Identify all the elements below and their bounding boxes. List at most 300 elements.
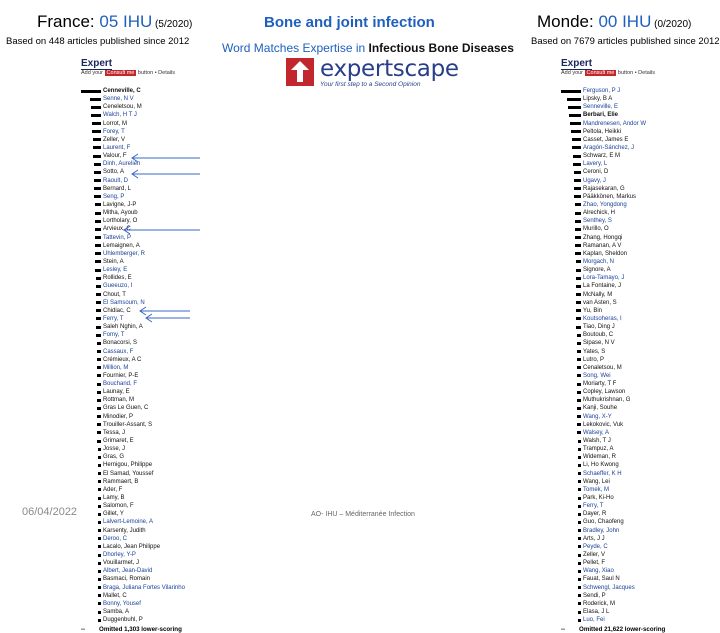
- expert-name[interactable]: Ferry, T: [583, 503, 604, 510]
- expert-name[interactable]: Park, Ki-Ho: [583, 495, 614, 502]
- expert-row[interactable]: [81, 185, 217, 193]
- expert-name[interactable]: Lora-Tamayo, J: [583, 275, 625, 282]
- expert-row[interactable]: [81, 559, 217, 567]
- expertise-bar: [98, 521, 101, 524]
- expert-row[interactable]: [81, 217, 217, 225]
- expert-name[interactable]: Fomy, T: [103, 332, 125, 339]
- expert-name[interactable]: Sipase, N V: [583, 340, 615, 347]
- expert-row[interactable]: [561, 95, 697, 103]
- expert-row[interactable]: [561, 144, 697, 152]
- expert-name[interactable]: Vouillarmet, J: [103, 560, 140, 567]
- expert-name[interactable]: Mandrenesen, Andor W: [583, 120, 647, 127]
- expert-row[interactable]: [81, 95, 217, 103]
- expert-row[interactable]: [561, 348, 697, 356]
- expert-row[interactable]: [81, 543, 217, 551]
- expert-name[interactable]: Senneville, E: [583, 104, 619, 111]
- expert-name[interactable]: Chout, T: [103, 291, 126, 298]
- expert-row[interactable]: [561, 128, 697, 136]
- expert-name[interactable]: Chidiac, C: [103, 307, 131, 314]
- expert-name[interactable]: Lekokovic, Vuk: [583, 421, 624, 428]
- subtitle-prefix: Word Matches Expertise in: [222, 41, 369, 55]
- expertise-bar: [97, 342, 101, 345]
- expert-row[interactable]: [561, 282, 697, 290]
- expert-row[interactable]: [81, 177, 217, 185]
- expertise-bar: [571, 130, 581, 133]
- expert-row[interactable]: [81, 437, 217, 445]
- expert-name[interactable]: Ader, F: [103, 486, 123, 493]
- expert-row[interactable]: [81, 372, 217, 380]
- expert-name[interactable]: Rammaert, B: [103, 478, 139, 485]
- expert-name[interactable]: Lavery, L: [583, 161, 608, 168]
- expert-row[interactable]: [561, 209, 697, 217]
- expert-name[interactable]: Salomon, F: [103, 503, 134, 510]
- expert-row[interactable]: [561, 291, 697, 299]
- expert-row[interactable]: [81, 396, 217, 404]
- expertise-bar: [573, 155, 581, 158]
- expert-row[interactable]: [81, 429, 217, 437]
- expert-row[interactable]: [81, 421, 217, 429]
- expert-name[interactable]: Elasa, J L: [583, 609, 610, 615]
- expert-row[interactable]: [561, 502, 697, 510]
- expert-name[interactable]: Lalvert-Lemoine, A: [103, 519, 154, 526]
- expert-name[interactable]: Zhang, Hongqi: [583, 234, 623, 241]
- expert-name[interactable]: Mitha, Ayoub: [103, 210, 138, 217]
- expert-row[interactable]: [561, 559, 697, 567]
- expert-row[interactable]: [561, 453, 697, 461]
- expert-name[interactable]: Luo, Fei: [583, 617, 605, 624]
- expert-row[interactable]: [81, 282, 217, 290]
- expert-name[interactable]: Alrechick, H: [583, 210, 616, 217]
- expert-row[interactable]: [561, 242, 697, 250]
- expert-row[interactable]: [561, 185, 697, 193]
- expert-name[interactable]: Hernigou, Philippe: [103, 462, 153, 469]
- expert-row[interactable]: [81, 518, 217, 526]
- expert-row[interactable]: [81, 323, 217, 331]
- expert-row[interactable]: [561, 551, 697, 559]
- expertise-bar: [97, 350, 101, 353]
- consult-toolbar: Add your Consult me button • Details: [81, 70, 175, 76]
- expert-name[interactable]: Dhorley, Y-P: [103, 552, 136, 559]
- consult-me-button[interactable]: Consult me: [106, 70, 135, 76]
- expert-row[interactable]: [561, 258, 697, 266]
- expert-name[interactable]: Walsey, A: [583, 429, 610, 436]
- expert-row[interactable]: [81, 266, 217, 274]
- expert-name[interactable]: Ferry, T: [103, 315, 124, 322]
- expert-row[interactable]: [81, 510, 217, 518]
- expert-row[interactable]: [561, 543, 697, 551]
- expert-row[interactable]: [81, 575, 217, 583]
- expert-name[interactable]: Bernard, L: [103, 185, 132, 192]
- expert-row[interactable]: [561, 331, 697, 339]
- expert-row[interactable]: [81, 535, 217, 543]
- expert-name[interactable]: Guo, Chaofeng: [583, 519, 624, 526]
- expert-name[interactable]: Walch, H T J: [103, 112, 137, 119]
- expertise-bar: [576, 326, 581, 329]
- expert-name[interactable]: Wideman, R: [583, 454, 617, 461]
- expert-row[interactable]: [81, 291, 217, 299]
- expert-name[interactable]: Peltola, Heikki: [583, 128, 622, 135]
- expert-name[interactable]: Raoult, D: [103, 177, 129, 184]
- expert-name[interactable]: Li, Ho Kwong: [583, 462, 619, 469]
- expert-row[interactable]: [81, 608, 217, 616]
- expert-name[interactable]: Bradley, John: [583, 527, 620, 534]
- expert-row[interactable]: [81, 339, 217, 347]
- expert-name[interactable]: Wang, Lei: [583, 478, 610, 485]
- expert-name[interactable]: Schwarz, E M: [583, 153, 621, 160]
- expert-name[interactable]: El Samsoum, N: [103, 299, 145, 306]
- expert-row[interactable]: [81, 356, 217, 364]
- expert-name[interactable]: Seng, P: [103, 193, 125, 200]
- expert-row[interactable]: [81, 168, 217, 176]
- expert-row[interactable]: [561, 380, 697, 388]
- expert-name[interactable]: Peyde, C: [583, 543, 608, 550]
- expert-name[interactable]: Schwengl, Jacques: [583, 584, 635, 591]
- expert-row[interactable]: [81, 404, 217, 412]
- expert-row[interactable]: [81, 445, 217, 453]
- expert-name[interactable]: Zhao, Yongdong: [583, 201, 627, 208]
- expert-name[interactable]: Dinh, Aurelien: [103, 161, 141, 168]
- expert-row[interactable]: [81, 470, 217, 478]
- expert-name[interactable]: Lacalo, Jean Philippe: [103, 543, 161, 550]
- expert-name[interactable]: Crémieux, A C: [103, 356, 142, 363]
- consult-me-button[interactable]: Consult me: [586, 70, 615, 76]
- expert-row[interactable]: [561, 177, 697, 185]
- expert-name[interactable]: Lesley, E: [103, 267, 128, 274]
- expert-row[interactable]: [561, 527, 697, 535]
- expert-row[interactable]: [81, 478, 217, 486]
- expert-name[interactable]: Yates, S: [583, 348, 606, 355]
- expert-row[interactable]: [81, 299, 217, 307]
- expert-row[interactable]: [81, 87, 217, 95]
- expert-row[interactable]: [561, 567, 697, 575]
- expert-name[interactable]: Josse, J: [103, 446, 126, 453]
- subtitle-topic: Infectious Bone Diseases: [368, 41, 514, 55]
- expert-row[interactable]: [561, 217, 697, 225]
- expert-row[interactable]: [561, 201, 697, 209]
- expert-row[interactable]: [81, 258, 217, 266]
- expert-name[interactable]: Rajasekaran, G: [583, 185, 625, 192]
- expert-name[interactable]: Yu, Bin: [583, 307, 603, 314]
- expert-row[interactable]: [561, 388, 697, 396]
- expert-name[interactable]: Berbari, Elie: [583, 112, 619, 119]
- expert-name[interactable]: Karsenty, Judith: [103, 527, 146, 534]
- expert-name[interactable]: Grimaret, E: [103, 438, 134, 445]
- expertise-bar: [94, 163, 101, 166]
- expert-row[interactable]: [561, 575, 697, 583]
- expert-row[interactable]: [561, 494, 697, 502]
- expert-name[interactable]: Cenaletsou, M: [583, 364, 622, 371]
- expertise-bar: [578, 545, 581, 548]
- expert-name[interactable]: Valour, F: [103, 153, 127, 160]
- expert-row[interactable]: [561, 315, 697, 323]
- expert-name[interactable]: Bonacorsi, S: [103, 340, 138, 347]
- expert-row[interactable]: [81, 111, 217, 119]
- expert-row[interactable]: [81, 144, 217, 152]
- expert-name[interactable]: van Asten, S: [583, 299, 617, 306]
- expert-row[interactable]: [561, 274, 697, 282]
- expert-row[interactable]: [81, 242, 217, 250]
- expert-name[interactable]: Walsh, T J: [583, 438, 611, 445]
- expert-row[interactable]: [561, 421, 697, 429]
- expert-name[interactable]: Forey, T: [103, 128, 125, 135]
- expert-name[interactable]: Million, M: [103, 364, 129, 371]
- expert-row[interactable]: [561, 372, 697, 380]
- expert-row[interactable]: [81, 307, 217, 315]
- expert-row[interactable]: [81, 453, 217, 461]
- expertise-bar: [95, 228, 101, 231]
- expert-row[interactable]: [561, 225, 697, 233]
- expert-name[interactable]: Wang, X-Y: [583, 413, 612, 420]
- expert-row[interactable]: [561, 584, 697, 592]
- expert-row[interactable]: [81, 128, 217, 136]
- expert-row[interactable]: [81, 494, 217, 502]
- expert-name[interactable]: Bouchand, F: [103, 381, 138, 388]
- expert-name[interactable]: Saleh Nghin, A: [103, 324, 143, 331]
- expertise-bar: [578, 570, 581, 573]
- expert-row[interactable]: [561, 299, 697, 307]
- expert-name[interactable]: Fauat, Saul N: [583, 576, 620, 583]
- expertise-bar: [574, 179, 581, 182]
- expert-name[interactable]: Moriarty, T F: [583, 381, 617, 388]
- expert-row[interactable]: [81, 225, 217, 233]
- expert-row[interactable]: [561, 600, 697, 608]
- expert-row[interactable]: [81, 527, 217, 535]
- expert-row[interactable]: [561, 535, 697, 543]
- expert-row[interactable]: [81, 502, 217, 510]
- expert-name[interactable]: El Samad, Youssef: [103, 470, 154, 477]
- expert-name[interactable]: Koutsoheras, I: [583, 315, 622, 322]
- expert-row[interactable]: [561, 518, 697, 526]
- expert-row[interactable]: [561, 510, 697, 518]
- expert-name[interactable]: Samba, A: [103, 609, 130, 615]
- expert-name[interactable]: Zeller, V: [583, 552, 606, 559]
- expert-row[interactable]: [81, 616, 217, 624]
- expert-row[interactable]: [81, 380, 217, 388]
- expert-name[interactable]: Morgach, N: [583, 258, 615, 265]
- expert-name[interactable]: McNally, M: [583, 291, 613, 298]
- expertise-bar: [578, 488, 581, 491]
- expert-name[interactable]: Cassaux, F: [103, 348, 134, 355]
- expertise-bar: [96, 309, 101, 312]
- expert-row[interactable]: [561, 339, 697, 347]
- expert-name[interactable]: Copley, Lawson: [583, 389, 626, 396]
- expert-name[interactable]: Lipsky, B A: [583, 96, 613, 103]
- expert-row[interactable]: [81, 584, 217, 592]
- expert-name[interactable]: Albert, Jean-David: [103, 568, 153, 575]
- expert-row[interactable]: [561, 413, 697, 421]
- expert-name[interactable]: Wang, Xiao: [583, 568, 614, 575]
- expertise-bar: [578, 537, 581, 540]
- expert-row[interactable]: [561, 616, 697, 624]
- expertise-bar: [578, 554, 581, 557]
- expert-name[interactable]: Tessa, J: [103, 429, 126, 436]
- expert-row[interactable]: [561, 478, 697, 486]
- expert-name[interactable]: Minodier, P: [103, 413, 134, 420]
- expert-name[interactable]: Sendi, P: [583, 592, 606, 599]
- expert-name[interactable]: Aragón-Sánchez, J: [583, 144, 635, 151]
- expert-name[interactable]: Lamy, B: [103, 495, 125, 502]
- expert-name[interactable]: Lavigne, J-P: [103, 201, 137, 208]
- expertise-bar: [578, 513, 581, 516]
- expertise-bar: [570, 122, 581, 125]
- expert-row[interactable]: [561, 120, 697, 128]
- expert-name[interactable]: Rottman, M: [103, 397, 135, 404]
- expert-name[interactable]: Gras Le Guen, C: [103, 405, 149, 412]
- expert-row[interactable]: [561, 307, 697, 315]
- expert-row[interactable]: [81, 274, 217, 282]
- expertise-bar: [98, 513, 101, 516]
- expert-name[interactable]: Roderick, M: [583, 600, 616, 607]
- expert-name[interactable]: Lortholary, O: [103, 218, 138, 225]
- expert-name[interactable]: Rollides, E: [103, 275, 132, 282]
- expert-name[interactable]: Pääkkönen, Markus: [583, 193, 637, 200]
- expert-row[interactable]: [561, 429, 697, 437]
- expertise-bar: [576, 260, 581, 263]
- expert-name[interactable]: Senthey, S: [583, 218, 612, 225]
- expert-row[interactable]: [81, 388, 217, 396]
- expert-row[interactable]: [81, 413, 217, 421]
- expertise-bar: [81, 90, 101, 93]
- expert-name[interactable]: Ceroni, D: [583, 169, 609, 176]
- expert-name[interactable]: Braga, Juliana Fortes Vilarinho: [103, 584, 185, 591]
- expert-name[interactable]: Ceneletsou, M: [103, 104, 142, 111]
- expert-name[interactable]: Sotto, A: [103, 169, 125, 176]
- expert-name[interactable]: Lorrot, M: [103, 120, 128, 127]
- expert-row[interactable]: [81, 331, 217, 339]
- expert-name[interactable]: Dayer, R: [583, 511, 607, 518]
- expert-name[interactable]: Tomek, M: [583, 486, 610, 493]
- expert-row[interactable]: [561, 168, 697, 176]
- expert-name[interactable]: Murillo, O: [583, 226, 609, 233]
- expert-name[interactable]: La Fontaine, J: [583, 283, 622, 290]
- expert-name[interactable]: Ferguson, P J: [583, 88, 621, 94]
- expert-name[interactable]: Senne, N V: [103, 96, 134, 103]
- expert-row[interactable]: [561, 470, 697, 478]
- expert-name[interactable]: Ugavy, J: [583, 177, 606, 184]
- expert-row[interactable]: [561, 364, 697, 372]
- expertise-bar: [98, 578, 101, 581]
- expert-row[interactable]: [81, 103, 217, 111]
- expert-name[interactable]: Ramanan, A V: [583, 242, 622, 249]
- expertise-bar: [98, 472, 101, 475]
- expert-name[interactable]: Cenneville, C: [103, 88, 141, 94]
- expert-name[interactable]: Tiao, Ding J: [583, 324, 615, 331]
- expert-name[interactable]: Kanji, Souhe: [583, 405, 618, 412]
- expert-name[interactable]: Kaplan, Sheldon: [583, 250, 628, 257]
- expert-name[interactable]: Gras, G: [103, 454, 125, 461]
- expert-row[interactable]: [81, 486, 217, 494]
- expertise-bar: [95, 212, 101, 215]
- expert-name[interactable]: Mallet, C: [103, 592, 127, 599]
- expert-row[interactable]: [81, 152, 217, 160]
- omitted-note: -- Omitted 1,303 lower-scoring: [81, 626, 182, 633]
- expert-row[interactable]: [81, 250, 217, 258]
- expert-name[interactable]: Gillet, Y: [103, 511, 124, 518]
- expert-name[interactable]: Muthukrishnan, G: [583, 397, 631, 404]
- expert-row[interactable]: [561, 486, 697, 494]
- expert-row[interactable]: [561, 592, 697, 600]
- expert-row[interactable]: [561, 461, 697, 469]
- expert-row[interactable]: [561, 445, 697, 453]
- expert-name[interactable]: Laurent, F: [103, 144, 131, 151]
- expert-row[interactable]: [81, 461, 217, 469]
- expert-name[interactable]: Duggenbuhl, P: [103, 617, 143, 624]
- expert-row[interactable]: [81, 592, 217, 600]
- expertise-bar: [572, 138, 581, 141]
- expert-row[interactable]: [561, 396, 697, 404]
- expert-name[interactable]: Deroo, C: [103, 535, 128, 542]
- expert-name[interactable]: Trampuz, A: [583, 446, 614, 453]
- expert-name[interactable]: Bonny, Yousef: [103, 600, 141, 607]
- expert-name[interactable]: Boutoub, C: [583, 332, 614, 339]
- expert-row[interactable]: [561, 136, 697, 144]
- expert-name[interactable]: Song, Wei: [583, 372, 611, 379]
- expert-name[interactable]: Lutro, P: [583, 356, 605, 363]
- expertise-bar: [98, 602, 101, 605]
- expert-row[interactable]: [561, 404, 697, 412]
- expert-row[interactable]: [561, 87, 697, 95]
- expert-row[interactable]: [561, 103, 697, 111]
- expert-row[interactable]: [81, 567, 217, 575]
- expert-name[interactable]: Pellet, F: [583, 560, 606, 567]
- expert-row[interactable]: [81, 348, 217, 356]
- expert-row[interactable]: [561, 323, 697, 331]
- expert-row[interactable]: [81, 551, 217, 559]
- expertise-bar: [576, 309, 581, 312]
- expert-name[interactable]: Uhlemberger, R: [103, 250, 146, 257]
- expert-row[interactable]: [81, 315, 217, 323]
- expert-row[interactable]: [81, 209, 217, 217]
- expert-row[interactable]: [81, 364, 217, 372]
- expert-name[interactable]: Basmaci, Romain: [103, 576, 151, 583]
- expert-row[interactable]: [561, 437, 697, 445]
- expert-name[interactable]: Schaeffer, K H: [583, 470, 622, 477]
- expertise-bar: [95, 269, 101, 272]
- expert-name[interactable]: Tattevin, P: [103, 234, 132, 241]
- expert-row[interactable]: [561, 234, 697, 242]
- expert-row[interactable]: [81, 234, 217, 242]
- expertise-bar: [577, 374, 581, 377]
- expert-row[interactable]: [81, 136, 217, 144]
- expert-row[interactable]: [81, 120, 217, 128]
- expert-name[interactable]: Arvieux, C: [103, 226, 131, 233]
- expert-row[interactable]: [81, 201, 217, 209]
- expert-name[interactable]: Zeller, V: [103, 136, 126, 143]
- expertise-bar: [578, 611, 581, 614]
- expert-row[interactable]: [561, 266, 697, 274]
- expert-name[interactable]: Lemaignen, A: [103, 242, 140, 249]
- expert-row[interactable]: [561, 356, 697, 364]
- expert-name[interactable]: Stein, A: [103, 258, 124, 265]
- expert-row[interactable]: [81, 160, 217, 168]
- expert-name[interactable]: Fournier, P-E: [103, 372, 139, 379]
- expert-name[interactable]: Casset, James E: [583, 136, 629, 143]
- expert-name[interactable]: Launay, E: [103, 389, 130, 396]
- expert-row[interactable]: [561, 160, 697, 168]
- expert-row[interactable]: [81, 600, 217, 608]
- expert-name[interactable]: Gueeuzo, I: [103, 283, 133, 290]
- expert-name[interactable]: Trouiller-Assant, S: [103, 421, 153, 428]
- expert-row[interactable]: [561, 608, 697, 616]
- expert-row[interactable]: [561, 193, 697, 201]
- expert-row[interactable]: [561, 111, 697, 119]
- expert-row[interactable]: [81, 193, 217, 201]
- expert-row[interactable]: [561, 250, 697, 258]
- expertise-bar: [98, 529, 101, 532]
- expert-row[interactable]: [561, 152, 697, 160]
- expert-name[interactable]: Signore, A: [583, 267, 611, 274]
- expert-name[interactable]: Arts, J J: [583, 535, 605, 542]
